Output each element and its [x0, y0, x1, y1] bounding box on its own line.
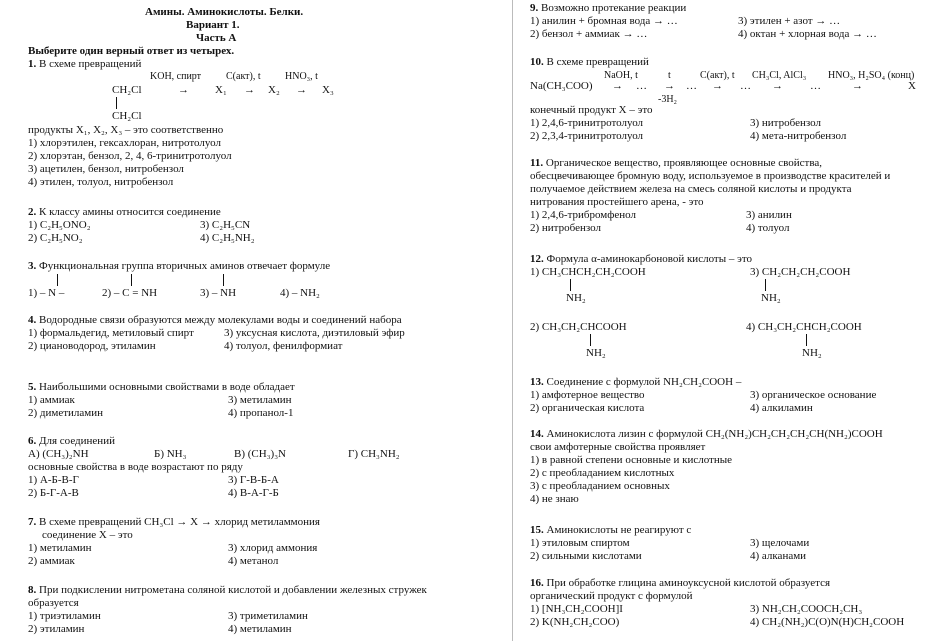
q5-option-1[interactable]: 1) аммиак	[28, 394, 75, 406]
q1-option-4[interactable]: 4) этилен, толуол, нитробензол	[28, 176, 174, 188]
q16-line-1: 16. При обработке глицина аминоуксусной кислотой образуется	[530, 577, 831, 589]
question-13	[530, 376, 940, 415]
q13-option-3[interactable]: 3) органическое основание	[750, 389, 877, 401]
q11-line-2: обесцвечивающее бромную воду, используемое в производстве красителей и	[530, 170, 891, 182]
q9-option-2[interactable]: 2) бензол + аммиак → …	[530, 28, 648, 40]
q8-header: 8. При подкислении нитрометана соляной кислотой и добавлении железных стружек образуется	[28, 584, 427, 609]
q1-answers	[28, 124, 488, 189]
q10-dots-4: …	[810, 80, 821, 92]
q10-dots-1: …	[636, 80, 647, 92]
q15-option-1[interactable]: 1) этиловым спиртом	[530, 537, 630, 549]
q6-compound-b: Б) NH₃	[154, 448, 187, 460]
q3-option-4[interactable]: 4) – NH₂	[280, 287, 320, 299]
q16-line-2: органический продукт с формулой	[530, 590, 693, 602]
q6-option-1[interactable]: 1) А-Б-В-Г	[28, 474, 79, 486]
q6-compound-d: Г) CH₃NH₂	[348, 448, 400, 460]
worksheet-title: Амины. Аминокислоты. Белки.	[145, 6, 304, 18]
q1-reagent-1: KOH, спирт	[150, 71, 202, 82]
q5-option-4[interactable]: 4) пропанол-1	[228, 407, 294, 419]
q4-option-4[interactable]: 4) толуол, фенилформиат	[224, 340, 343, 352]
q10-answers	[530, 104, 940, 143]
q12-header: 12. Формула α-аминокарбоновой кислоты – это	[530, 253, 753, 265]
q11-line-3: получаемое действием железа на смесь соляной кислоты и продукта	[530, 183, 852, 195]
q2-option-2[interactable]: 2) C₂H₅NO₂	[28, 232, 83, 244]
question-5	[28, 381, 488, 420]
q10-option-3[interactable]: 3) нитробензол	[750, 117, 821, 129]
q1-ch2cl-top: CH₂Cl	[112, 84, 142, 96]
part-label: Часть А	[196, 32, 237, 44]
q5-option-2[interactable]: 2) диметиламин	[28, 407, 104, 419]
q1-header: 1. В схеме превращений	[28, 58, 142, 70]
q10-reagent-5: HNO₃, H₂SO₄ (конц)	[828, 70, 915, 81]
q1-x3: X₃	[322, 84, 334, 96]
question-15	[530, 524, 940, 563]
q1-reagent-3: HNO₃, t	[285, 71, 318, 82]
question-6	[28, 435, 498, 500]
q6-option-3[interactable]: 3) Г-В-Б-А	[228, 474, 279, 486]
q11-option-4[interactable]: 4) толуол	[746, 222, 790, 234]
q8-option-2[interactable]: 2) этиламин	[28, 623, 85, 635]
q10-reagent-2b: -3H₂	[658, 94, 678, 105]
q14-line-1: 14. Аминокислота лизин с формулой CH₂(NH₂)CH₂CH₂CH₂CH(NH₂)COOH	[530, 428, 883, 440]
q13-option-2[interactable]: 2) органическая кислота	[530, 402, 645, 414]
q13-option-1[interactable]: 1) амфотерное вещество	[530, 389, 645, 401]
q1-tail: продукты X₁, X₂, X₃ – это соответственно	[28, 124, 224, 136]
q8-option-3[interactable]: 3) триметиламин	[228, 610, 308, 622]
q12-option-2[interactable]: 2) CH₃CH₂CHCOOH	[530, 321, 627, 333]
q6-option-4[interactable]: 4) В-А-Г-Б	[228, 487, 279, 499]
q10-arrow-2: →	[664, 80, 675, 92]
q7-option-2[interactable]: 2) аммиак	[28, 555, 75, 567]
q10-start: Na(CH₃COO)	[530, 80, 593, 92]
q10-dots-3: …	[740, 80, 751, 92]
q9-option-3[interactable]: 3) этилен + азот → …	[738, 15, 841, 27]
q1-option-3[interactable]: 3) ацетилен, бензол, нитробензол	[28, 163, 184, 175]
q3-option-1[interactable]: 1) – N –	[28, 287, 65, 299]
q10-arrow-3: →	[712, 80, 723, 92]
q10-dots-2: …	[686, 80, 697, 92]
q11-option-1[interactable]: 1) 2,4,6-трибромфенол	[530, 209, 636, 221]
q4-option-2[interactable]: 2) циановодород, этиламин	[28, 340, 156, 352]
question-7	[28, 516, 498, 568]
q6-option-2[interactable]: 2) Б-Г-А-В	[28, 487, 79, 499]
question-16	[530, 577, 945, 629]
q3-bond-2	[131, 274, 132, 286]
q3-option-2[interactable]: 2) – C = NH	[102, 287, 158, 299]
q6-compound-a: А) (CH₃)₂NH	[28, 448, 89, 460]
q9-option-4[interactable]: 4) октан + хлорная вода → …	[738, 28, 877, 40]
q6-compound-c: В) (CH₃)₃N	[234, 448, 286, 460]
q10-header: 10. В схеме превращений	[530, 56, 649, 68]
q1-x2: X₂	[268, 84, 280, 96]
variant-label: Вариант 1.	[186, 19, 240, 31]
q12-nh2-2: NH₂	[586, 347, 606, 359]
q1-bond	[116, 97, 117, 109]
q1-arrow-3: →	[296, 84, 307, 96]
q1-arrow-1: →	[178, 84, 189, 96]
q14-line-2: свои амфотерные свойства проявляет	[530, 441, 706, 453]
q16-option-3[interactable]: 3) NH₂CH₂COOCH₂CH₃	[750, 603, 863, 615]
q13-option-4[interactable]: 4) алкиламин	[750, 402, 813, 414]
q8-option-1[interactable]: 1) триэтиламин	[28, 610, 101, 622]
q11-line-1: 11. Органическое вещество, проявляющее основные свойства,	[530, 157, 823, 169]
q6-tail: основные свойства в воде возрастают по ряду	[28, 461, 243, 473]
q11-line-4: нитрования простейшего арена, - это	[530, 196, 704, 208]
page-fold	[512, 0, 513, 641]
q1-x1: X₁	[215, 84, 227, 96]
q8-option-4[interactable]: 4) метиламин	[228, 623, 292, 635]
q1-option-1[interactable]: 1) хлорэтилен, гексахлоран, нитротолуол	[28, 137, 221, 149]
q15-option-2[interactable]: 2) сильными кислотами	[530, 550, 642, 562]
q12-nh2-4: NH₂	[802, 347, 822, 359]
q10-arrow-1: →	[612, 80, 623, 92]
q12-option-3[interactable]: 3) CH₂CH₂CH₂COOH	[750, 266, 851, 278]
q16-option-4[interactable]: 4) CH₂(NH₂)C(O)N(H)CH₂COOH	[750, 616, 905, 628]
q7-option-3[interactable]: 3) хлорид аммония	[228, 542, 318, 554]
question-9	[530, 2, 940, 41]
q7-option-1[interactable]: 1) метиламин	[28, 542, 92, 554]
q12-option-4[interactable]: 4) CH₃CH₂CHCH₂COOH	[746, 321, 862, 333]
q2-option-1[interactable]: 1) C₂H₅ONO₂	[28, 219, 91, 231]
q12-option-1[interactable]: 1) CH₃CHCH₂CH₂COOH	[530, 266, 646, 278]
question-4	[28, 314, 408, 353]
q12-nh2-3: NH₂	[761, 292, 781, 304]
q16-option-2[interactable]: 2) K(NH₂CH₂COO)	[530, 616, 620, 628]
q3-header: 3. Функциональная группа вторичных аминов отвечает формуле	[28, 260, 331, 272]
q2-header: 2. К классу амины относится соединение	[28, 206, 221, 218]
q10-option-4[interactable]: 4) мета-нитробензол	[750, 130, 847, 142]
q14-option-2[interactable]: 2) с преобладанием кислотных	[530, 467, 675, 479]
q14-option-3[interactable]: 3) с преобладанием основных	[530, 480, 670, 492]
q11-option-3[interactable]: 3) анилин	[746, 209, 792, 221]
q1-arrow-2: →	[244, 84, 255, 96]
q10-reagent-2: t	[668, 70, 671, 81]
q16-option-1[interactable]: 1) [NH₃CH₂COOH]I	[530, 603, 623, 615]
q6-header: 6. Для соединений	[28, 435, 115, 447]
q10-option-2[interactable]: 2) 2,3,4-тринитротолуол	[530, 130, 644, 142]
question-14	[530, 428, 945, 506]
question-8	[28, 584, 428, 636]
q1-ch2cl-bottom: CH₂Cl	[112, 110, 142, 122]
q10-arrow-5: →	[852, 80, 863, 92]
instruction: Выберите один верный ответ из четырех.	[28, 45, 235, 57]
q10-tail: конечный продукт X – это	[530, 104, 653, 116]
q7-header: 7. В схеме превращений CH₃Cl → X → хлорид метиламмония	[28, 516, 320, 528]
q12-bond-2	[590, 334, 591, 346]
q10-arrow-4: →	[772, 80, 783, 92]
q10-end: X	[908, 80, 916, 92]
question-11	[530, 157, 945, 235]
q13-header: 13. Соединение с формулой NH₂CH₂COOH –	[530, 376, 742, 388]
q4-option-1[interactable]: 1) формальдегид, метиловый спирт	[28, 327, 194, 339]
q9-option-1[interactable]: 1) анилин + бромная вода → …	[530, 15, 678, 27]
q7-option-4[interactable]: 4) метанол	[228, 555, 279, 567]
question-2	[28, 206, 488, 245]
q7-tail: соединение X – это	[42, 529, 133, 541]
q3-bond-3	[223, 274, 224, 286]
q12-bond-4	[806, 334, 807, 346]
q1-reagent-2: C(акт), t	[226, 71, 261, 82]
q14-option-1[interactable]: 1) в равной степени основные и кислотные	[530, 454, 733, 466]
q5-option-3[interactable]: 3) метиламин	[228, 394, 292, 406]
q5-header: 5. Наибольшими основными свойствами в воде обладает	[28, 381, 295, 393]
q10-reagent-3: C(акт), t	[700, 70, 735, 81]
q4-header: 4. Водородные связи образуются между молекулами воды и соединений набора	[28, 314, 402, 326]
q12-nh2-1: NH₂	[566, 292, 586, 304]
q2-option-4[interactable]: 4) C₂H₅NH₂	[200, 232, 255, 244]
q12-bond-3	[765, 279, 766, 291]
q10-reagent-4: CH₃Cl, AlCl₃	[752, 70, 807, 81]
q14-option-4[interactable]: 4) не знаю	[530, 493, 579, 505]
q3-bond-1	[57, 274, 58, 286]
q12-bond-1	[570, 279, 571, 291]
q2-option-3[interactable]: 3) C₂H₅CN	[200, 219, 251, 231]
q11-option-2[interactable]: 2) нитробензол	[530, 222, 601, 234]
q15-header: 15. Аминокислоты не реагируют с	[530, 524, 692, 536]
q1-option-2[interactable]: 2) хлорэтан, бензол, 2, 4, 6-тринитротолуол	[28, 150, 232, 162]
q15-option-4[interactable]: 4) алканами	[750, 550, 807, 562]
q10-option-1[interactable]: 1) 2,4,6-тринитротолуол	[530, 117, 644, 129]
q3-option-3[interactable]: 3) – NH	[200, 287, 237, 299]
q9-header: 9. Возможно протекание реакции	[530, 2, 687, 14]
q15-option-3[interactable]: 3) щелочами	[750, 537, 810, 549]
q4-option-3[interactable]: 3) уксусная кислота, диэтиловый эфир	[224, 327, 405, 339]
q10-reagent-1: NaOH, t	[604, 70, 638, 81]
